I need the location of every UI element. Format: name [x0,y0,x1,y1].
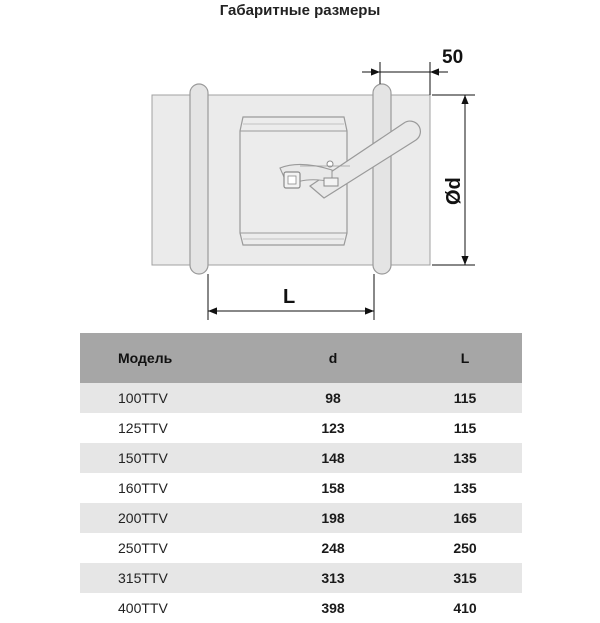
cell-l: 410 [453,600,477,616]
table-row [80,533,522,563]
left-clamp-band [190,84,208,274]
page-title: Габаритные размеры [219,2,381,19]
header-model: Модель [80,333,258,383]
table-row [80,473,522,503]
cell-model: 150TTV [80,443,258,473]
cell-l: 135 [408,443,522,473]
cell-d: 248 [321,540,345,556]
dim-length-label: L [283,286,296,308]
cell-l: 115 [453,420,477,436]
cell-d: 398 [321,600,345,616]
cell-d: 313 [258,563,408,593]
table-row [80,413,522,443]
dimension-length [208,274,374,320]
cell-d: 148 [258,443,408,473]
cell-model: 250TTV [118,540,168,556]
cell-model: 315TTV [80,563,258,593]
cell-model: 200TTV [80,503,258,533]
table-header-row [80,333,522,383]
table-row [80,383,522,413]
dim-diameter-label: Ød [443,177,465,205]
cell-l: 135 [453,480,477,496]
cell-l: 250 [453,540,477,556]
table-row [80,593,522,623]
dimension-diameter [432,95,475,265]
cell-d: 123 [321,420,345,436]
cell-model: 125TTV [118,420,168,436]
cell-l: 165 [408,503,522,533]
header-d: d [258,333,408,383]
cell-l: 115 [408,383,522,413]
table-row [80,443,522,473]
cell-d: 198 [258,503,408,533]
cell-d: 98 [258,383,408,413]
cell-model: 400TTV [118,600,168,616]
right-clamp-band [373,84,391,274]
cell-l: 315 [408,563,522,593]
cell-model: 100TTV [80,383,258,413]
dimensions-table [80,333,522,623]
table-row [80,563,522,593]
cell-d: 158 [321,480,345,496]
table-row [80,503,522,533]
cell-model: 160TTV [118,480,168,496]
header-l: L [408,333,522,383]
dim-50-label: 50 [442,47,464,68]
